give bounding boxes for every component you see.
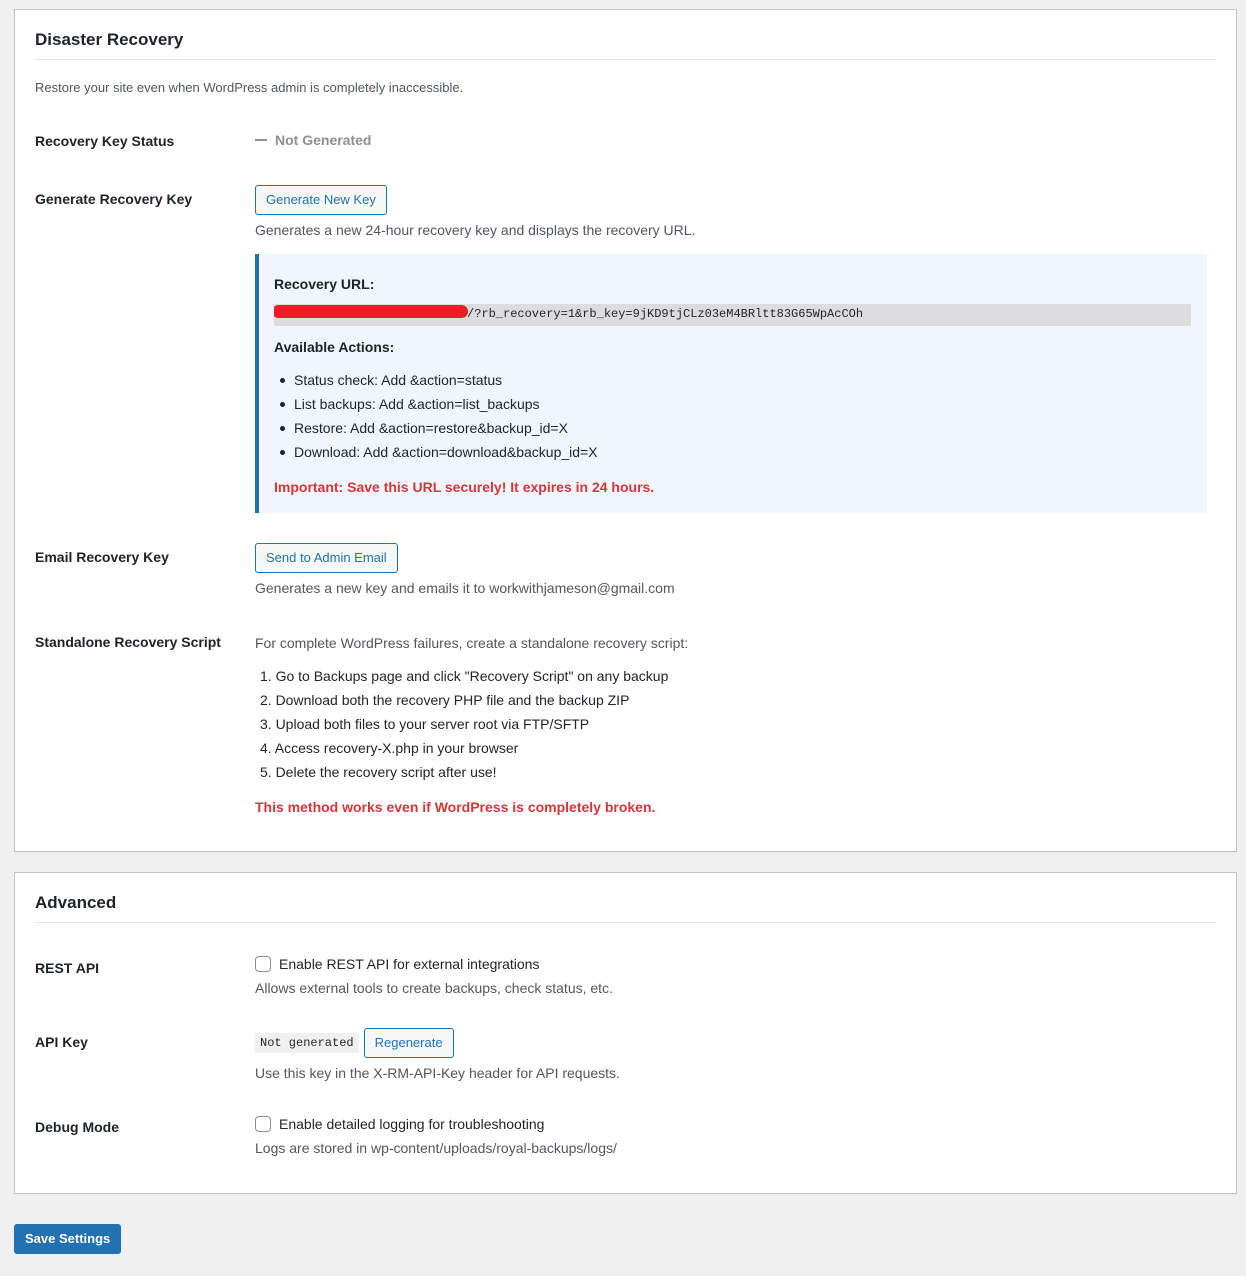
rest-api-checkbox-row[interactable]	[255, 956, 539, 972]
available-actions-label: Available Actions:	[274, 339, 395, 355]
advanced-card	[14, 872, 1237, 1194]
section-title-advanced: Advanced	[35, 893, 1216, 923]
recovery-steps-list	[260, 666, 668, 786]
rest-api-checkbox[interactable]	[255, 956, 271, 972]
api-key-value: Not generated	[255, 1033, 359, 1053]
url-expiry-warning: Important: Save this URL securely! It expires in 24 hours.	[274, 479, 655, 495]
recovery-key-status-label: Recovery Key Status	[35, 133, 175, 149]
generate-recovery-key-label: Generate Recovery Key	[35, 191, 193, 207]
debug-mode-label: Debug Mode	[35, 1119, 119, 1135]
list-item: List backups: Add &action=list_backups	[274, 394, 598, 418]
debug-help: Logs are stored in wp-content/uploads/royal-backups/logs/	[255, 1140, 617, 1156]
section-description: Restore your site even when WordPress admin is completely inaccessible.	[35, 80, 464, 95]
list-item: Download: Add &action=download&backup_id=X	[274, 442, 598, 466]
list-item: 2. Download both the recovery PHP file and the backup ZIP	[260, 692, 630, 708]
section-title-disaster-recovery: Disaster Recovery	[35, 30, 1216, 60]
list-item: Status check: Add &action=status	[274, 370, 598, 394]
recovery-url-label: Recovery URL:	[274, 276, 375, 292]
standalone-warning: This method works even if WordPress is completely broken.	[255, 799, 656, 815]
debug-checkbox-label: Enable detailed logging for troubleshooting	[279, 1116, 545, 1132]
actions-list	[274, 370, 598, 466]
rest-api-label: REST API	[35, 960, 100, 976]
list-item: 3. Upload both files to your server root via FTP/SFTP	[260, 716, 590, 732]
regenerate-button[interactable]: Regenerate	[364, 1028, 454, 1058]
recovery-key-status-value	[255, 132, 371, 148]
rest-api-help: Allows external tools to create backups, check status, etc.	[255, 980, 613, 996]
generate-help-text: Generates a new 24-hour recovery key and displays the recovery URL.	[255, 222, 696, 238]
list-item: 1. Go to Backups page and click "Recovery Script" on any backup	[260, 668, 669, 684]
generate-new-key-button[interactable]: Generate New Key	[255, 185, 387, 215]
standalone-intro: For complete WordPress failures, create a standalone recovery script:	[255, 635, 689, 651]
recovery-info-box	[255, 254, 1207, 513]
recovery-url-field[interactable]	[274, 304, 1191, 326]
debug-checkbox[interactable]	[255, 1116, 271, 1132]
list-item: 5. Delete the recovery script after use!	[260, 764, 497, 780]
api-key-help: Use this key in the X-RM-API-Key header for API requests.	[255, 1065, 620, 1081]
recovery-url-text: /?rb_recovery=1&rb_key=9jKD9tjCLz03eM4BRltt83G65WpAcCOh	[467, 307, 864, 321]
email-recovery-key-label: Email Recovery Key	[35, 549, 169, 565]
list-item: 4. Access recovery-X.php in your browser	[260, 740, 519, 756]
disaster-recovery-card	[14, 9, 1237, 852]
email-help-text: Generates a new key and emails it to workwithjameson@gmail.com	[255, 580, 675, 596]
debug-checkbox-row[interactable]	[255, 1116, 544, 1132]
api-key-label: API Key	[35, 1034, 88, 1050]
dash-icon	[255, 139, 267, 141]
save-settings-button[interactable]: Save Settings	[14, 1224, 121, 1254]
status-text: Not Generated	[275, 132, 372, 148]
send-to-admin-email-button[interactable]: Send to Admin Email	[255, 543, 398, 573]
standalone-recovery-script-label: Standalone Recovery Script	[35, 634, 221, 650]
list-item: Restore: Add &action=restore&backup_id=X	[274, 418, 598, 442]
rest-api-checkbox-label: Enable REST API for external integrations	[279, 956, 540, 972]
redaction-mark	[274, 305, 468, 318]
